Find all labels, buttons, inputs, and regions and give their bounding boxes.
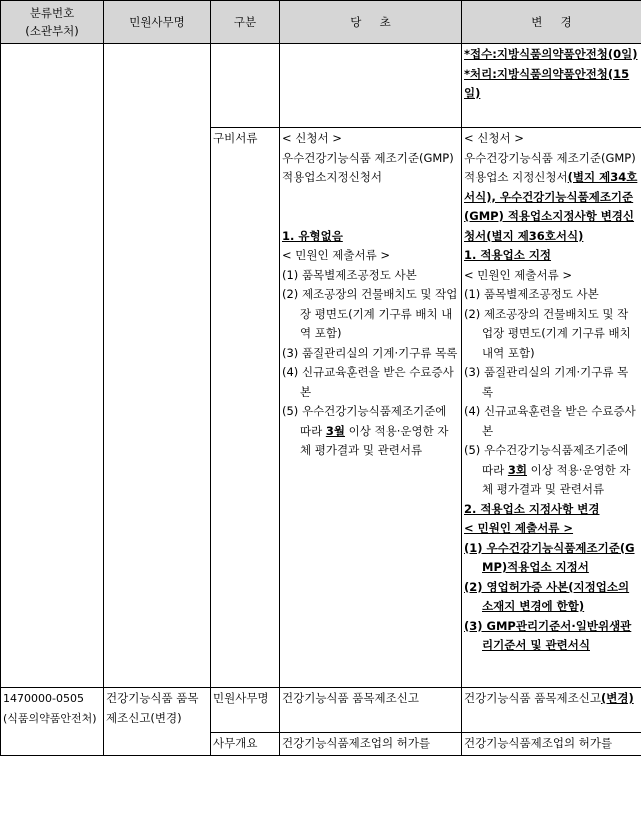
after-item2-3: (3) GMP관리기준서·일반위생관리기준서 및 관련서식 <box>464 618 632 652</box>
after-submit-label: < 민원인 제출서류 > <box>464 267 573 282</box>
after-section1: 1. 적용업소 지정 <box>464 248 552 262</box>
header-before: 당 초 <box>280 1 462 44</box>
service-code: 1470000-0505 <box>3 692 84 705</box>
cell-before-empty <box>280 44 462 128</box>
cell-service-empty <box>104 44 211 688</box>
header-after: 변 경 <box>462 1 641 44</box>
ministry-name: (식품의약품안전처) <box>3 711 97 725</box>
cell-before-docs <box>280 128 462 688</box>
after-form-name: 우수건강기능식품 제조기준(GMP)적용업소 지정신청서(별지 제34호서식), 우수건강기능식품제조기준(GMP) 적용업소지정사항 변경신청서(별지 제36호서식) <box>464 150 638 243</box>
before-item-5: (5) 우수건강기능식품제조기준에 따라 3월 이상 적용·운영한 자체 평가결과 및 관련서류 <box>282 404 449 457</box>
after-item2-2: (2) 영업허가증 사본(지정업소의 소재지 변경에 한함) <box>464 579 630 613</box>
header-service-name: 민원사무명 <box>104 1 211 44</box>
before-submit-label: < 민원인 제출서류 > <box>282 248 391 262</box>
after-form-label: < 신청서 > <box>464 131 524 145</box>
cell-category-empty <box>211 44 280 128</box>
header-classification: 분류번호 (소관부처) <box>1 1 104 44</box>
cell-after-receipt <box>462 44 641 128</box>
after-submit-label2: < 민원인 제출서류 > <box>464 521 574 535</box>
before-form-name: 우수건강기능식품 제조기준(GMP)적용업소지정신청서 <box>282 150 454 184</box>
receipt-office: *접수:지방식품의약품안전청(0일) <box>464 47 638 61</box>
header-row <box>1 1 641 44</box>
header-category: 구분 <box>211 1 280 44</box>
cell-category-docs: 구비서류 <box>211 128 280 688</box>
after-item-1: (1) 품목별제조공정도 사본 <box>464 287 599 301</box>
cell-after-service: 건강기능식품 품목제조신고(변경) <box>462 688 641 733</box>
cell-category-service: 민원사무명 <box>211 688 280 733</box>
table-row <box>1 688 641 733</box>
before-item-2: (2) 제조공장의 건물배치도 및 작업장 평면도(기계 기구류 배치 내역 포함) <box>282 287 458 340</box>
cell-code <box>1 688 104 756</box>
cell-category-summary: 사무개요 <box>211 733 280 756</box>
table-row <box>1 44 641 128</box>
before-section1: 1. 유형없음 <box>282 228 343 243</box>
cell-after-summary: 건강기능식품제조업의 허가를 <box>462 733 641 756</box>
cell-after-docs <box>462 128 641 688</box>
cell-before-summary: 건강기능식품제조업의 허가를 <box>280 733 462 756</box>
before-item-3: (3) 품질관리실의 기계·기구류 목록 <box>282 345 458 360</box>
before-form-label: < 신청서 > <box>282 131 342 145</box>
after-item-4: (4) 신규교육훈련을 받은 수료증사본 <box>464 404 636 438</box>
after-item-5: (5) 우수건강기능식품제조기준에 따라 3회 이상 적용·운영한 자체 평가결과 및 관련서류 <box>464 443 631 496</box>
processing-office: *처리:지방식품의약품안전청(15일) <box>464 66 630 100</box>
after-item2-1: (1) 우수건강기능식품제조기준(GMP)적용업소 지정서 <box>464 540 635 574</box>
cell-before-service: 건강기능식품 품목제조신고 <box>280 688 462 733</box>
after-item-2: (2) 제조공장의 건물배치도 및 작업장 평면도(기계 기구류 배치 내역 포함) <box>464 306 631 360</box>
after-section2: 2. 적용업소 지정사항 변경 <box>464 501 600 516</box>
before-item-1: (1) 품목별제조공정도 사본 <box>282 267 417 282</box>
after-item-3: (3) 품질관리실의 기계·기구류 목록 <box>464 365 629 399</box>
cell-classification-empty <box>1 44 104 688</box>
before-item-4: (4) 신규교육훈련을 받은 수료증사본 <box>282 365 454 399</box>
cell-service-name: 건강기능식품 품목제조신고(변경) <box>104 688 211 756</box>
